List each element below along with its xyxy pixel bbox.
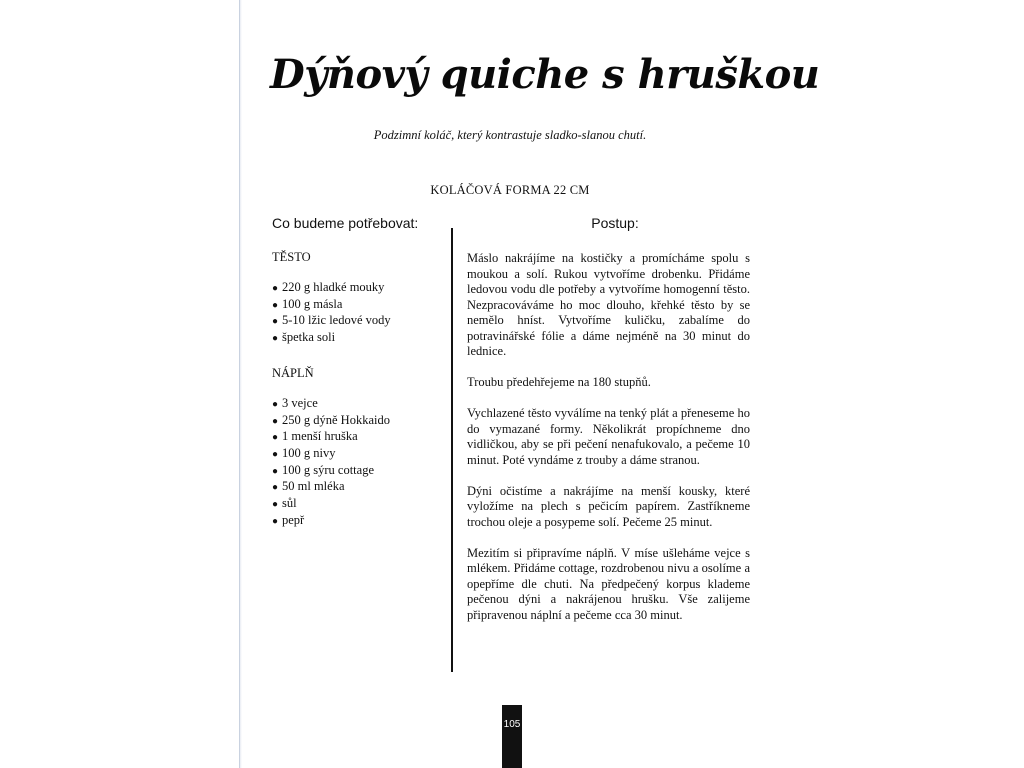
procedure-column bbox=[467, 251, 750, 639]
bullet-icon: ● bbox=[272, 499, 279, 511]
bullet-icon: ● bbox=[272, 432, 279, 444]
procedure-paragraph: Troubu předehřejeme na 180 stupňů. bbox=[467, 375, 651, 389]
bullet-icon: ● bbox=[272, 482, 279, 494]
filling-list bbox=[272, 396, 442, 530]
recipe-title: Dýňový quiche s hruškou bbox=[270, 51, 820, 98]
recipe-subtitle: Podzimní koláč, který kontrastuje sladko-slanou chutí. bbox=[373, 128, 647, 142]
ingredient-item: ● 5-10 lžic ledové vody bbox=[272, 313, 442, 330]
dough-label: TĚSTO bbox=[272, 250, 311, 264]
ingredient-item: ● špetka soli bbox=[272, 330, 442, 347]
ingredient-item: ● 3 vejce bbox=[272, 396, 442, 413]
bullet-icon: ● bbox=[272, 333, 279, 345]
ingredients-heading: Co budeme potřebovat: bbox=[272, 215, 419, 231]
ingredient-item: ● 100 g sýru cottage bbox=[272, 463, 442, 480]
bullet-icon: ● bbox=[272, 283, 279, 294]
procedure-paragraph: Mezitím si připravíme náplň. V míse ušleháme vejce s mlékem. Přidáme cottage, rozdrobenou nivu a osolíme a opepříme dle chuti. Na předpečený korpus klademe pečenou dýni a nakrájenou hrušku. Vše zalijeme připravenou náplní a pečeme cca 30 minut. bbox=[467, 545, 750, 622]
procedure-heading: Postup: bbox=[591, 215, 639, 231]
ingredient-item: ● 220 g hladké mouky bbox=[272, 280, 442, 297]
procedure-paragraph: Dýni očistíme a nakrájíme na menší kousky, které vyložíme na plech s pečicím papírem. Zastříkneme trochou oleje a posypeme solí. Pečeme 25 minut. bbox=[467, 483, 750, 529]
ingredient-item: ● 1 menší hruška bbox=[272, 429, 442, 446]
bullet-icon: ● bbox=[272, 398, 279, 410]
ingredient-item: ● 100 g nivy bbox=[272, 446, 442, 463]
ingredient-item: ● pepř bbox=[272, 513, 442, 530]
baking-form-size: KOLÁČOVÁ FORMA 22 CM bbox=[430, 183, 590, 197]
filling-label: NÁPLŇ bbox=[272, 365, 314, 380]
ingredient-item: ● 50 ml mléka bbox=[272, 479, 442, 496]
dough-list bbox=[272, 280, 442, 347]
page-number: 105 bbox=[502, 705, 522, 768]
procedure-paragraph: Vychlazené těsto vyválíme na tenký plát a přeneseme ho do vymazané formy. Několikrát propíchneme dno vidličkou, aby se při pečení nenafukovalo, a pečeme 10 minut. Poté vyndáme z trouby a dáme stranou. bbox=[467, 406, 750, 467]
bullet-icon: ● bbox=[272, 415, 279, 427]
ingredient-item: ● 250 g dýně Hokkaido bbox=[272, 413, 442, 430]
bullet-icon: ● bbox=[272, 465, 279, 477]
bullet-icon: ● bbox=[272, 448, 279, 460]
bullet-icon: ● bbox=[272, 515, 279, 527]
ingredients-column bbox=[272, 215, 442, 548]
page-edge-shadow bbox=[240, 0, 242, 768]
column-divider bbox=[451, 228, 453, 672]
bullet-icon: ● bbox=[272, 299, 279, 311]
procedure-paragraph: Máslo nakrájíme na kostičky a promícháme spolu s moukou a solí. Rukou vytvoříme drobenku. Přidáme ledovou vodu dle potřeby a vytvoříme homogenní těsto. Nezpracováváme ho moc dlouho, křehké těsto by se nemělo hníst. Vytvoříme kuličku, zabalíme do potravinářské fólie a dáme nejméně na 30 minut do lednice. bbox=[467, 251, 750, 358]
ingredient-item: ● sůl bbox=[272, 496, 442, 513]
bullet-icon: ● bbox=[272, 316, 279, 328]
ingredient-item: ● 100 g másla bbox=[272, 297, 442, 314]
